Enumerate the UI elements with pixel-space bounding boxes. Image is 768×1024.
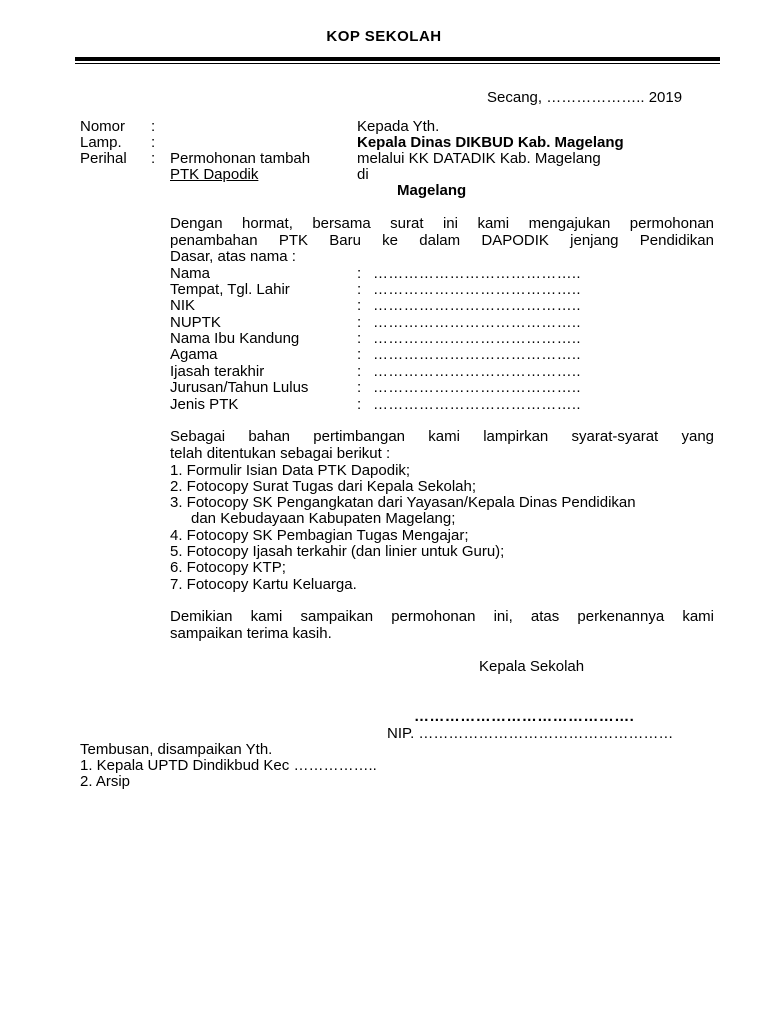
opening-paragraph bbox=[170, 216, 714, 266]
perihal-line1: Permohonan tambah bbox=[170, 150, 311, 167]
place-date: Secang, ……………….. 2019 bbox=[487, 89, 683, 106]
cc-item-1: 1. Kepala UPTD Dindikbud Kec …………….. bbox=[80, 757, 377, 774]
attachments-intro-line1: Sebagai bahan pertimbangan kami lampirkan syarat-syarat yang bbox=[170, 428, 714, 445]
attachment-item-7: 7. Fotocopy Kartu Keluarga. bbox=[170, 576, 357, 593]
field-label-ttl: Tempat, Tgl. Lahir bbox=[170, 281, 290, 298]
opening-line2: penambahan PTK Baru ke dalam DAPODIK jenjang Pendidikan bbox=[170, 231, 714, 249]
letterhead-title: KOP SEKOLAH bbox=[326, 28, 442, 45]
lamp-label: Lamp. bbox=[80, 134, 122, 151]
attachments-intro bbox=[170, 429, 714, 462]
attachment-item-3: 3. Fotocopy SK Pengangkatan dari Yayasan/Kepala Dinas Pendidikan bbox=[170, 494, 636, 511]
recipient-line5: Magelang bbox=[397, 182, 467, 199]
perihal-line2: PTK Dapodik bbox=[170, 166, 259, 183]
lamp-colon: : bbox=[151, 134, 156, 151]
field-colon: : bbox=[357, 314, 362, 331]
closing-paragraph bbox=[170, 609, 714, 642]
field-dots-nik: ………………………………….. bbox=[373, 297, 581, 314]
field-label-ibu-kandung: Nama Ibu Kandung bbox=[170, 330, 300, 347]
attachment-item-3-cont: dan Kebudayaan Kabupaten Magelang; bbox=[191, 510, 456, 527]
attachment-item-1: 1. Formulir Isian Data PTK Dapodik; bbox=[170, 462, 411, 479]
field-dots-jurusan: ………………………………….. bbox=[373, 379, 581, 396]
field-dots-ijasah: ………………………………….. bbox=[373, 363, 581, 380]
field-colon: : bbox=[357, 346, 362, 363]
cc-item-2: 2. Arsip bbox=[80, 773, 131, 790]
signature-nip: NIP. …………………………………………… bbox=[387, 725, 674, 742]
attachment-item-6: 6. Fotocopy KTP; bbox=[170, 559, 286, 576]
field-dots-nuptk: ………………………………….. bbox=[373, 314, 581, 331]
field-label-nama: Nama bbox=[170, 265, 211, 282]
field-colon: : bbox=[357, 396, 362, 413]
field-dots-ibu-kandung: ………………………………….. bbox=[373, 330, 581, 347]
field-label-agama: Agama bbox=[170, 346, 218, 363]
closing-line2: sampaikan terima kasih. bbox=[170, 624, 332, 642]
field-colon: : bbox=[357, 363, 362, 380]
field-colon: : bbox=[357, 379, 362, 396]
signature-title: Kepala Sekolah bbox=[479, 658, 585, 675]
field-colon: : bbox=[357, 281, 362, 298]
field-dots-ttl: ………………………………….. bbox=[373, 281, 581, 298]
signature-name-dots: ……………………………………. bbox=[414, 708, 635, 725]
attachment-item-5: 5. Fotocopy Ijasah terkahir (dan linier untuk Guru); bbox=[170, 543, 505, 560]
recipient-line3: melalui KK DATADIK Kab. Magelang bbox=[357, 150, 601, 167]
field-dots-agama: ………………………………….. bbox=[373, 346, 581, 363]
field-dots-nama: ………………………………….. bbox=[373, 265, 581, 282]
nomor-colon: : bbox=[151, 118, 156, 135]
recipient-line2: Kepala Dinas DIKBUD Kab. Magelang bbox=[357, 134, 624, 151]
field-label-jurusan: Jurusan/Tahun Lulus bbox=[170, 379, 309, 396]
recipient-line4: di bbox=[357, 166, 369, 183]
field-label-jenis-ptk: Jenis PTK bbox=[170, 396, 239, 413]
opening-line1: Dengan hormat, bersama surat ini kami mengajukan permohonan bbox=[170, 215, 714, 232]
perihal-label: Perihal bbox=[80, 150, 127, 167]
attachment-item-4: 4. Fotocopy SK Pembagian Tugas Mengajar; bbox=[170, 527, 469, 544]
field-label-nuptk: NUPTK bbox=[170, 314, 221, 331]
letterhead-rule-thick bbox=[75, 57, 720, 61]
nomor-label: Nomor bbox=[80, 118, 126, 135]
field-colon: : bbox=[357, 265, 362, 282]
opening-line3: Dasar, atas nama : bbox=[170, 248, 296, 265]
perihal-colon: : bbox=[151, 150, 156, 167]
field-label-ijasah: Ijasah terakhir bbox=[170, 363, 265, 380]
field-colon: : bbox=[357, 330, 362, 347]
cc-heading: Tembusan, disampaikan Yth. bbox=[80, 741, 273, 758]
field-colon: : bbox=[357, 297, 362, 314]
attachment-item-2: 2. Fotocopy Surat Tugas dari Kepala Sekolah; bbox=[170, 478, 477, 495]
closing-line1: Demikian kami sampaikan permohonan ini, atas perkenannya kami bbox=[170, 608, 714, 625]
attachments-intro-line2: telah ditentukan sebagai berikut : bbox=[170, 444, 391, 462]
field-dots-jenis-ptk: ………………………………….. bbox=[373, 396, 581, 413]
recipient-line1: Kepada Yth. bbox=[357, 118, 440, 135]
letterhead-rule-thin bbox=[75, 63, 720, 64]
field-label-nik: NIK bbox=[170, 297, 196, 314]
